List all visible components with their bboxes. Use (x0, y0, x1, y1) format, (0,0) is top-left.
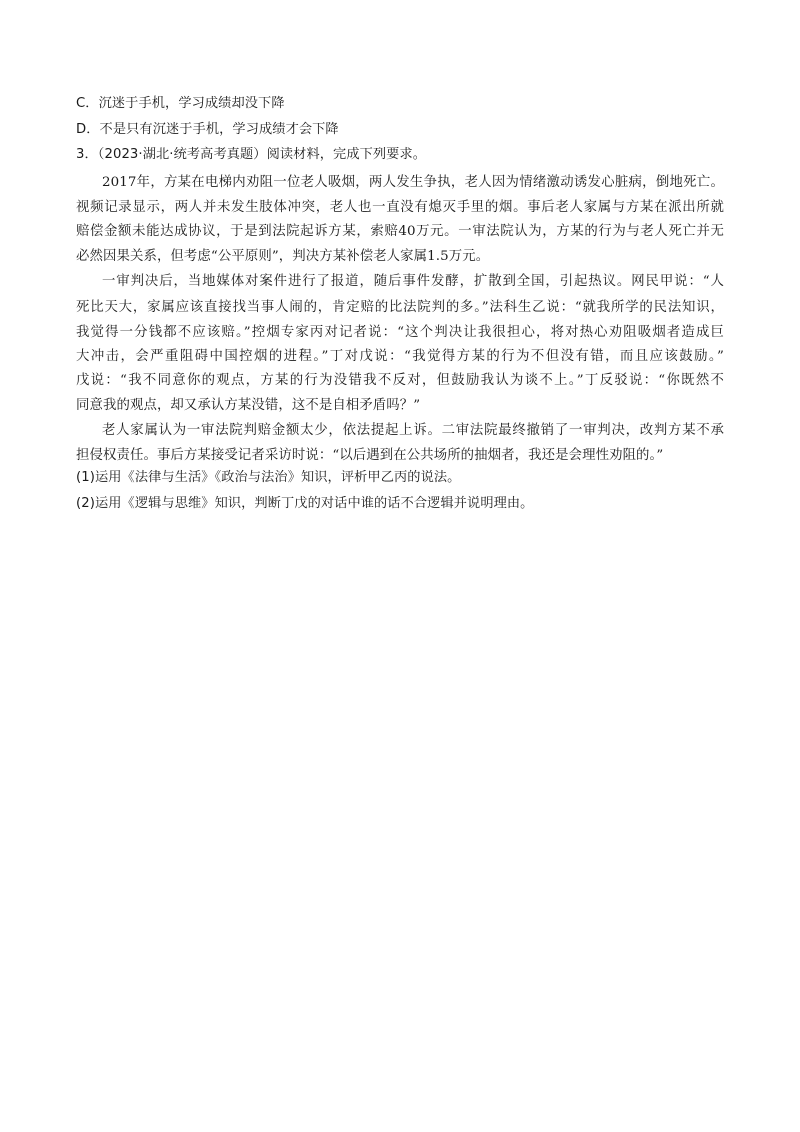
paragraph-2-line-1: 一审判决后，当地媒体对案件进行了报道，随后事件发酵，扩散到全国，引起热议。网民甲说：“人 (102, 274, 724, 289)
paragraph-1-line-1: 2017年，方某在电梯内劝阻一位老人吸烟，两人发生争执，老人因为情绪激动诱发心脏病，倒地死亡。 (102, 175, 724, 190)
paragraph-1-line-4: 必然因果关系，但考虑“公平原则”，判决方某补偿老人家属1.5万元。 (76, 249, 490, 264)
question-header: 3．（2023·湖北·统考高考真题）阅读材料，完成下列要求。 (76, 147, 427, 162)
option-d: D．不是只有沉迷于手机，学习成绩才会下降 (76, 122, 339, 137)
paragraph-3-line-2: 担侵权责任。事后方某接受记者采访时说：“以后遇到在公共场所的抽烟者，我还是会理性劝阻的。” (76, 448, 664, 463)
paragraph-2-line-6: 同意我的观点，却又承认方某没错，这不是自相矛盾吗？” (76, 398, 421, 413)
paragraph-3-line-1: 老人家属认为一审法院判赔金额太少，依法提起上诉。二审法院最终撤销了一审判决，改判方某不承 (102, 423, 724, 438)
paragraph-2-line-2: 死比天大，家属应该直接找当事人闹的，肯定赔的比法院判的多。”法科生乙说：“就我所学的民法知识， (76, 300, 725, 315)
paragraph-2-line-3: 我觉得一分钱都不应该赔。”控烟专家丙对记者说：“这个判决让我很担心，将对热心劝阻吸烟者造成巨 (76, 325, 724, 340)
sub-question-2: (2)运用《逻辑与思维》知识，判断丁戊的对话中谁的话不合逻辑并说明理由。 (76, 496, 534, 511)
paragraph-1-line-3: 赔偿金额未能达成协议，于是到法院起诉方某，索赔40万元。一审法院认为，方某的行为与老人死亡并无 (76, 224, 724, 239)
paragraph-1-line-2: 视频记录显示，两人并未发生肢体冲突，老人也一直没有熄灭手里的烟。事后老人家属与方某在派出所就 (76, 200, 724, 215)
paragraph-2-line-5: 戊说：“我不同意你的观点，方某的行为没错我不反对，但鼓励我认为谈不上。”丁反驳说：“你既然不 (76, 373, 724, 388)
option-c: C．沉迷于手机，学习成绩却没下降 (76, 96, 285, 111)
sub-question-1: (1)运用《法律与生活》《政治与法治》知识，评析甲乙丙的说法。 (76, 470, 461, 485)
paragraph-2-line-4: 大冲击，会严重阻碍中国控烟的进程。”丁对戊说：“我觉得方某的行为不但没有错，而且应该鼓励。” (76, 349, 724, 364)
